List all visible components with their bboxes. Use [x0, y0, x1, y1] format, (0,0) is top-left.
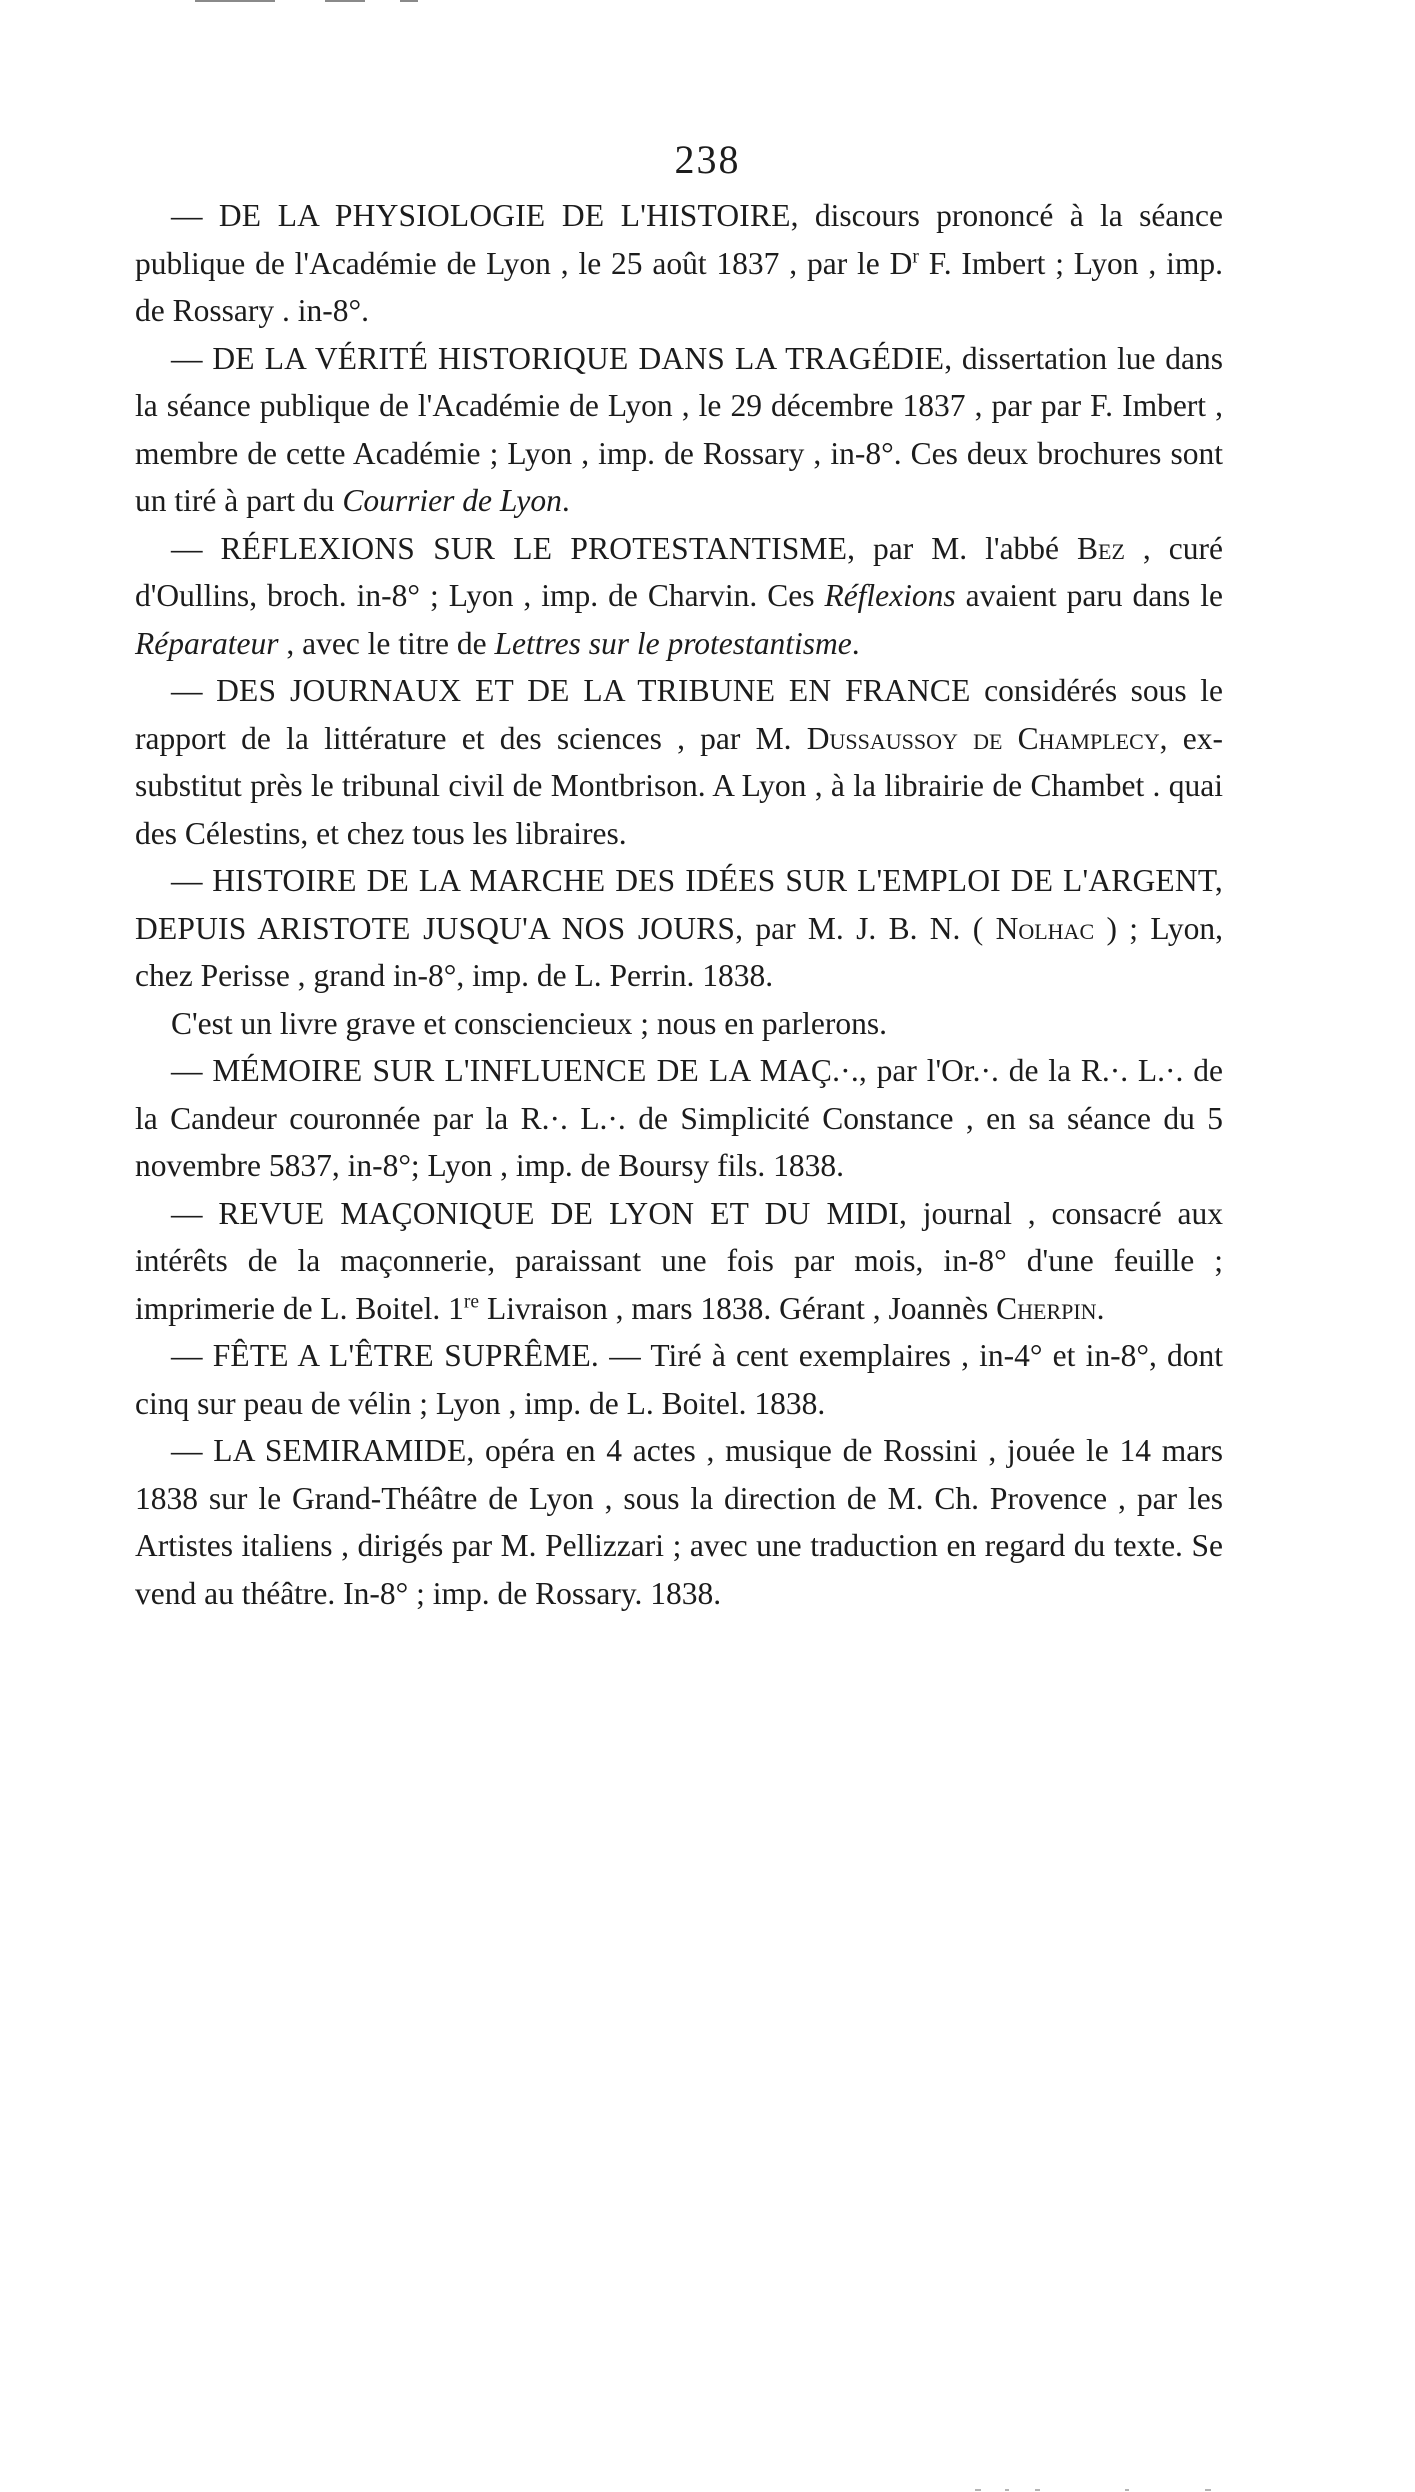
- entry-reflexions: — RÉFLEXIONS SUR LE PROTESTANTISME, par M. l'abbé Bez , curé d'Oullins, broch. in-8° ; Lyon , imp. de Charvin. Ces Réflexions avaient paru dans le Réparateur , avec le titre de Lettres sur le protestantisme.: [135, 530, 1224, 661]
- entry-memoire: — MÉMOIRE SUR L'INFLUENCE DE LA MAÇ.·., par l'Or.·. de la R.·. L.·. de la Candeur couronnée par la R.·. L.·. de Simplicité Constance , en sa séance du 5 novembre 5837, in-8°; Lyon , imp. de Boursy fils. 1838.: [135, 1053, 1223, 1183]
- page-number: 238: [674, 137, 741, 182]
- entry-comment: C'est un livre grave et consciencieux ; nous en parlerons.: [171, 1005, 887, 1041]
- entry-title: RÉFLEXIONS SUR LE PROTESTANTISME: [220, 530, 848, 566]
- entry-title: HISTOIRE DE LA MARCHE DES IDÉES SUR L'EMPLOI DE L'ARGENT, DEPUIS ARISTOTE JUSQU'A NOS JOURS: [135, 863, 1224, 946]
- entry-title: LA SEMIRAMIDE: [213, 1433, 467, 1468]
- entry-title: REVUE MAÇONIQUE DE LYON ET DU MIDI: [218, 1195, 900, 1231]
- entry-title: MÉMOIRE SUR L'INFLUENCE DE LA MAÇ.·.: [212, 1053, 859, 1088]
- top-edge-marks: [195, 0, 435, 3]
- bibliography-text: [135, 192, 1223, 1617]
- entry-revue-maconique: — REVUE MAÇONIQUE DE LYON ET DU MIDI, journal , consacré aux intérêts de la maçonnerie, paraissant une fois par mois, in-8° d'une feuille ; imprimerie de L. Boitel. 1re Livraison , mars 1838. Gérant , Joannès Cherpin.: [135, 1195, 1223, 1326]
- entry-title: DE LA VÉRITÉ HISTORIQUE DANS LA TRAGÉDIE: [212, 340, 945, 376]
- entry-semiramide: — LA SEMIRAMIDE, opéra en 4 actes , musique de Rossini , jouée le 14 mars 1838 sur le Grand-Théâtre de Lyon , sous la direction de M. Ch. Provence , par les Artistes italiens , dirigés par M. Pellizzari ; avec une traduction en regard du texte. Se vend au théâtre. In-8° ; imp. de Rossary. 1838.: [135, 1433, 1223, 1611]
- entry-verite-historique: — DE LA VÉRITÉ HISTORIQUE DANS LA TRAGÉDIE, dissertation lue dans la séance publique de l'Académie de Lyon , le 29 décembre 1837 , par par F. Imbert , membre de cette Académie ; Lyon , imp. de Rossary , in-8°. Ces deux brochures sont un tiré à part du Courrier de Lyon.: [135, 340, 1223, 518]
- entry-histoire-argent: — HISTOIRE DE LA MARCHE DES IDÉES SUR L'EMPLOI DE L'ARGENT, DEPUIS ARISTOTE JUSQU'A NOS JOURS, par M. J. B. N. ( Nolhac ) ; Lyon, chez Perisse , grand in-8°, imp. de L. Perrin. 1838.: [135, 863, 1224, 993]
- entry-fete: — FÊTE A L'ÊTRE SUPRÊME. — Tiré à cent exemplaires , in-4° et in-8°, dont cinq sur peau de vélin ; Lyon , imp. de L. Boitel. 1838.: [135, 1338, 1224, 1421]
- entry-title: DES JOURNAUX ET DE LA TRIBUNE EN FRANCE: [216, 673, 971, 708]
- entry-journaux: — DES JOURNAUX ET DE LA TRIBUNE EN FRANCE considérés sous le rapport de la littérature et des sciences , par M. Dussaussoy de Champlecy, ex-substitut près le tribunal civil de Montbrison. A Lyon , à la librairie de Chambet . quai des Célestins, et chez tous les libraires.: [135, 673, 1224, 851]
- entry-title: DE LA PHYSIOLOGIE DE L'HISTOIRE: [218, 198, 791, 233]
- entry-physiologie: — DE LA PHYSIOLOGIE DE L'HISTOIRE, discours prononcé à la séance publique de l'Académie de Lyon , le 25 août 1837 , par le $D^r$ F. Imbert ; Lyon , imp. de Rossary . in-8°.: [135, 198, 1224, 328]
- entry-title: FÊTE A L'ÊTRE SUPRÊME.: [212, 1338, 600, 1373]
